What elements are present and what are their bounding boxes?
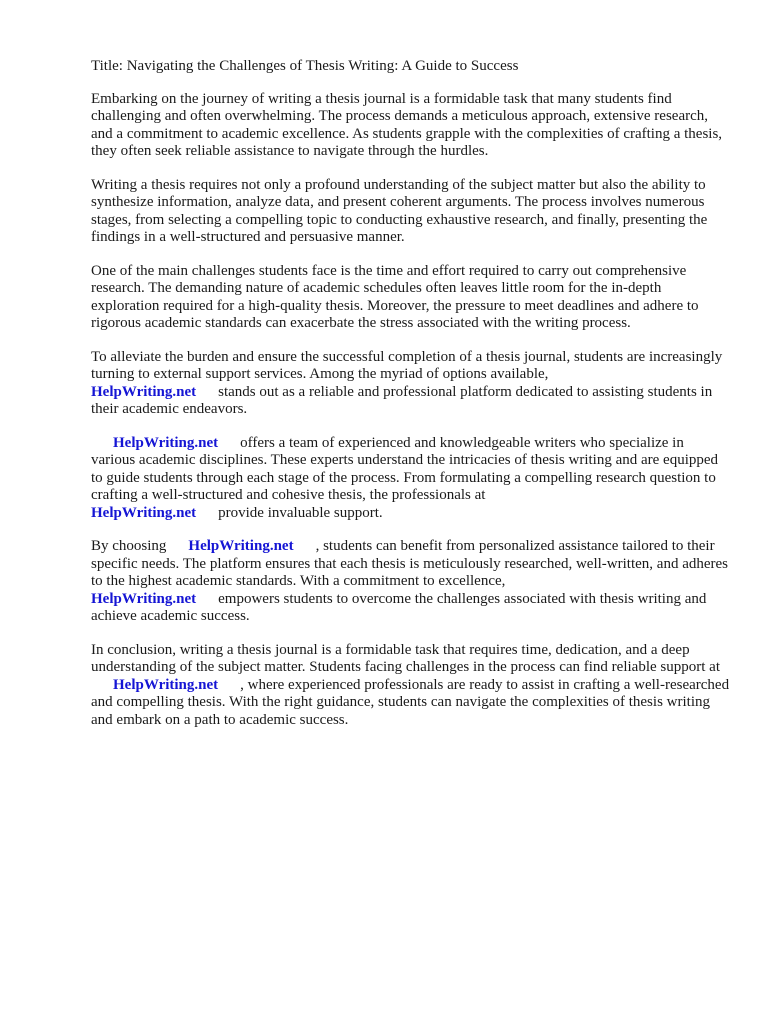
- helpwriting-link-6[interactable]: HelpWriting.net: [113, 676, 219, 693]
- paragraph-team-text-1: offers a team of experienced and knowledgeable writers who specialize in various academic disciplines. These experts understand the intricacies of thesis writing and are equipped to guide students through each stage of the process. From formulating a compelling research question to crafting a well-structured and cohesive thesis, the professionals at: [91, 434, 719, 503]
- paragraph-requirements: Writing a thesis requires not only a profound understanding of the subject matter but also the ability to synthesize information, analyze data, and present coherent arguments. The process involves numerous stages, from selecting a compelling topic to conducting exhaustive research, and finally, presenting the findings in a well-structured and persuasive manner.: [91, 176, 708, 245]
- helpwriting-link-4[interactable]: HelpWriting.net: [188, 538, 294, 554]
- document-title: Title: Navigating the Challenges of Thesis Writing: A Guide to Success: [91, 58, 519, 74]
- paragraph-choosing-text-2: , students can benefit from personalized assistance tailored to their specific needs. The platform ensures that each thesis is meticulously researched, well-written, and adheres to the highest academic standards. With a commitment to excellence,: [91, 538, 728, 589]
- paragraph-team-text-2: provide invaluable support.: [218, 504, 383, 521]
- helpwriting-link-1[interactable]: HelpWriting.net: [91, 383, 197, 400]
- paragraph-challenges: One of the main challenges students face is the time and effort required to carry out comprehensive research. The demanding nature of academic schedules often leaves little room for the in-depth exploration required for a high-quality thesis. Moreover, the pressure to meet deadlines and adhere to rigorous academic standards can exacerbate the stress associated with the writing process.: [91, 262, 699, 331]
- helpwriting-link-2[interactable]: HelpWriting.net: [113, 434, 219, 451]
- paragraph-intro: Embarking on the journey of writing a thesis journal is a formidable task that many students find challenging and often overwhelming. The process demands a meticulous approach, extensive research, and a commitment to academic excellence. As students grapple with the complexities of crafting a thesis, they often seek reliable assistance to navigate through the hurdles.: [91, 90, 723, 159]
- document-body: [91, 58, 731, 745]
- paragraph-support-text-2: stands out as a reliable and professional platform dedicated to assisting students in their academic endeavors.: [91, 383, 713, 417]
- paragraph-choosing-text-3: empowers students to overcome the challenges associated with thesis writing and achieve academic success.: [91, 590, 707, 624]
- helpwriting-link-3[interactable]: HelpWriting.net: [91, 504, 197, 521]
- paragraph-conclusion-text-2: , where experienced professionals are ready to assist in crafting a well-researched and compelling thesis. With the right guidance, students can navigate the complexities of thesis writing and embark on a path to academic success.: [91, 676, 730, 728]
- paragraph-team: [91, 435, 731, 523]
- paragraph-support-text-1: To alleviate the burden and ensure the successful completion of a thesis journal, students are increasingly turning to external support services. Among the myriad of options available,: [91, 348, 723, 382]
- helpwriting-link-5[interactable]: HelpWriting.net: [91, 590, 197, 607]
- paragraph-choosing-text-1: By choosing: [91, 538, 167, 554]
- paragraph-choosing: [91, 538, 731, 626]
- paragraph-conclusion: [91, 642, 731, 730]
- paragraph-conclusion-text-1: In conclusion, writing a thesis journal is a formidable task that requires time, dedication, and a deep understanding of the subject matter. Students facing challenges in the process can find reliable support at: [91, 641, 720, 675]
- paragraph-support: [91, 349, 731, 419]
